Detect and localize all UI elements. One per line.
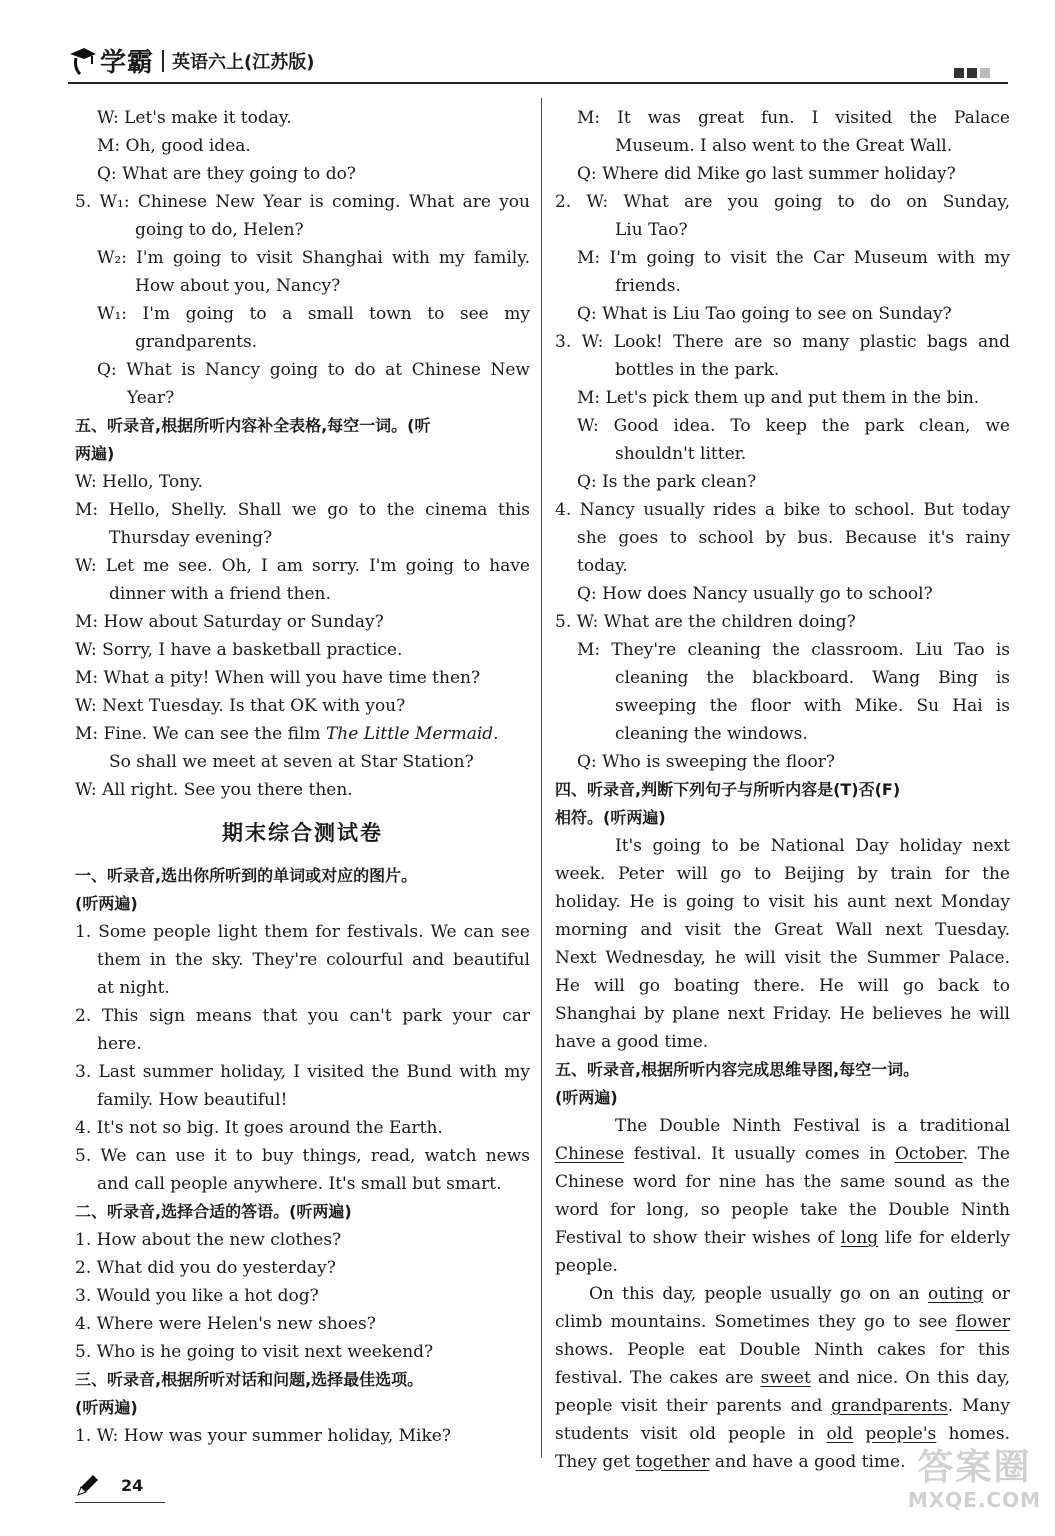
answer-blank: old — [826, 1424, 854, 1444]
text-line: M: It was great fun. I visited the Palace — [577, 108, 1010, 128]
text-line: The Double Ninth Festival is a traditional — [615, 1116, 1010, 1136]
section-heading: (听两遍) — [75, 894, 138, 913]
text-line: He will go boating there. He will go back to — [555, 976, 1010, 996]
text-span: On this day, people usually go on an — [589, 1284, 929, 1304]
text-line: 5. W: What are the children doing? — [555, 612, 856, 632]
answer-blank: people's — [865, 1424, 937, 1444]
text-line — [75, 720, 530, 748]
text-span: people visit their parents and — [555, 1396, 832, 1416]
header-separator — [162, 50, 164, 72]
answer-blank: long — [840, 1228, 879, 1248]
text-line: W: Next Tuesday. Is that OK with you? — [75, 696, 406, 716]
text-line: Q: Where did Mike go last summer holiday? — [577, 164, 956, 184]
text-line: M: How about Saturday or Sunday? — [75, 612, 384, 632]
text-line: people. — [555, 1256, 618, 1276]
text-line: So shall we meet at seven at Star Station? — [109, 752, 474, 772]
text-line: going to do, Helen? — [135, 220, 304, 240]
text-line: bottles in the park. — [615, 360, 780, 380]
text-line: dinner with a friend then. — [109, 584, 331, 604]
section-heading: 二、听录音,选择合适的答语。(听两遍) — [75, 1202, 352, 1221]
text-span: or — [983, 1284, 1010, 1304]
text-line: How about you, Nancy? — [135, 276, 341, 296]
text-line: Q: Who is sweeping the floor? — [577, 752, 835, 772]
page-footer — [75, 1470, 143, 1500]
column-divider — [541, 98, 542, 1458]
text-line: 2. W: What are you going to do on Sunday, — [555, 192, 1010, 212]
text-span: and have a good time. — [709, 1452, 906, 1472]
pencil-icon — [75, 1472, 101, 1498]
section-heading: 一、听录音,选出你所听到的单词或对应的图片。 — [75, 866, 418, 885]
text-line: have a good time. — [555, 1032, 709, 1052]
text-line — [555, 1280, 1010, 1308]
text-line: Q: What is Nancy going to do at Chinese New — [97, 360, 530, 380]
text-span: M: Fine. We can see the film — [75, 724, 326, 744]
text-span: . Many — [947, 1396, 1010, 1416]
text-line: 2. This sign means that you can't park your car — [75, 1006, 530, 1026]
right-column — [555, 104, 1010, 1476]
text-line: Liu Tao? — [615, 220, 688, 240]
text-line: Year? — [127, 388, 175, 408]
text-line: word for long, so people take the Double Ninth — [555, 1200, 1010, 1220]
text-line: cleaning the windows. — [615, 724, 808, 744]
logo — [68, 42, 314, 79]
text-line: them in the sky. They're colourful and beautiful — [97, 950, 530, 970]
text-line: It's going to be National Day holiday next — [615, 836, 1010, 856]
text-line: M: What a pity! When will you have time then? — [75, 668, 481, 688]
answer-blank: flower — [955, 1312, 1010, 1332]
text-line: 4. Where were Helen's new shoes? — [75, 1314, 376, 1334]
exam-title: 期末综合测试卷 — [222, 821, 383, 845]
text-line: 3. W: Look! There are so many plastic bags and — [555, 332, 1010, 352]
text-line: 2. What did you do yesterday? — [75, 1258, 336, 1278]
text-line: W₁: I'm going to a small town to see my — [97, 304, 530, 324]
text-line: shouldn't litter. — [615, 444, 747, 464]
text-span: homes. — [936, 1424, 1010, 1444]
text-span: festival. It usually comes in — [624, 1144, 895, 1164]
text-line: 4. Nancy usually rides a bike to school. But today — [555, 500, 1010, 520]
section-heading: (听两遍) — [555, 1088, 618, 1107]
text-line: M: They're cleaning the classroom. Liu Tao is — [577, 640, 1010, 660]
answer-blank: October — [895, 1144, 963, 1164]
section-heading: 五、听录音,根据所听内容完成思维导图,每空一词。 — [555, 1060, 920, 1079]
text-line — [555, 1224, 1010, 1252]
text-line: W: Sorry, I have a basketball practice. — [75, 640, 403, 660]
text-line: morning and visit the Great Wall next Tuesday. — [555, 920, 1010, 940]
answer-blank: together — [635, 1452, 710, 1472]
text-line: 1. Some people light them for festivals. We can see — [75, 922, 530, 942]
text-line: friends. — [615, 276, 681, 296]
section-heading: 相符。(听两遍) — [555, 808, 666, 827]
text-line: 5. W₁: Chinese New Year is coming. What are you — [75, 192, 530, 212]
text-line: W: Good idea. To keep the park clean, we — [577, 416, 1010, 436]
section-heading: 三、听录音,根据所听对话和问题,选择最佳选项。 — [75, 1370, 424, 1389]
text-line: family. How beautiful! — [97, 1090, 288, 1110]
text-line: 1. W: How was your summer holiday, Mike? — [75, 1426, 451, 1446]
graduation-cap-icon — [68, 44, 98, 78]
text-line: W: Let's make it today. — [97, 108, 292, 128]
text-line: W: Let me see. Oh, I am sorry. I'm going to have — [75, 556, 530, 576]
text-line: M: Hello, Shelly. Shall we go to the cinema this — [75, 500, 530, 520]
text-line — [555, 1308, 1010, 1336]
header-rule — [68, 82, 1008, 84]
text-span: students visit old people in — [555, 1424, 827, 1444]
watermark-url: MXQE.COM — [907, 1488, 1041, 1512]
text-span — [853, 1424, 865, 1444]
text-span: . — [493, 724, 499, 744]
watermark — [908, 1448, 1041, 1512]
text-line: 3. Last summer holiday, I visited the Bund with my — [75, 1062, 530, 1082]
watermark-text: 答案圈 — [917, 1447, 1032, 1488]
text-line: 4. It's not so big. It goes around the Earth. — [75, 1118, 443, 1138]
answer-blank: grandparents — [831, 1396, 948, 1416]
text-line: W: All right. See you there then. — [75, 780, 353, 800]
text-line: at night. — [97, 978, 170, 998]
text-line: M: Let's pick them up and put them in the bin. — [577, 388, 980, 408]
text-line: 3. Would you like a hot dog? — [75, 1286, 319, 1306]
text-line: grandparents. — [135, 332, 258, 352]
text-span: . The — [962, 1144, 1010, 1164]
page-header — [68, 40, 1008, 88]
footer-rule — [75, 1502, 165, 1503]
text-line — [555, 1364, 1010, 1392]
text-line: W: Hello, Tony. — [75, 472, 203, 492]
page-number: 24 — [121, 1475, 144, 1495]
section-heading: (听两遍) — [75, 1398, 138, 1417]
text-line: M: I'm going to visit the Car Museum with my — [577, 248, 1010, 268]
text-line: Q: How does Nancy usually go to school? — [577, 584, 933, 604]
text-span: festival. The cakes are — [555, 1368, 761, 1388]
text-line: Next Wednesday, he will visit the Summer Palace. — [555, 948, 1010, 968]
film-title: The Little Mermaid — [325, 724, 494, 744]
text-line: Museum. I also went to the Great Wall. — [615, 136, 953, 156]
answer-blank: Chinese — [555, 1144, 625, 1164]
text-span: and nice. On this day, — [810, 1368, 1011, 1388]
brand-name: 学霸 — [100, 48, 155, 78]
text-line: holiday. He is going to visit his aunt next Monday — [555, 892, 1010, 912]
text-line: Chinese word for nine has the same sound as the — [555, 1172, 1010, 1192]
section-heading: 两遍) — [75, 444, 115, 463]
text-span: life for elderly — [878, 1228, 1011, 1248]
header-marks — [954, 68, 990, 78]
text-line: 5. Who is he going to visit next weekend? — [75, 1342, 434, 1362]
section-heading: 四、听录音,判断下列句子与所听内容是(T)否(F) — [555, 780, 901, 799]
text-line — [555, 1140, 1010, 1168]
text-line: 5. We can use it to buy things, read, watch news — [75, 1146, 530, 1166]
text-line: Thursday evening? — [109, 528, 273, 548]
left-column — [75, 104, 530, 1450]
text-line: 1. How about the new clothes? — [75, 1230, 342, 1250]
text-line: cleaning the blackboard. Wang Bing is — [615, 668, 1010, 688]
text-line: today. — [577, 556, 628, 576]
text-line — [555, 1420, 1010, 1448]
text-line: M: Oh, good idea. — [97, 136, 251, 156]
text-line: Shanghai by plane next Friday. He believes he will — [555, 1004, 1010, 1024]
text-line: Q: Is the park clean? — [577, 472, 757, 492]
text-line: and call people anywhere. It's small but smart. — [97, 1174, 502, 1194]
text-line: sweeping the floor with Mike. Su Hai is — [615, 696, 1010, 716]
text-span: Festival to show their wishes of — [555, 1228, 841, 1248]
text-span: climb mountains. Sometimes they go to see — [555, 1312, 956, 1332]
section-heading: 五、听录音,根据所听内容补全表格,每空一词。(听 — [75, 416, 431, 435]
text-line: here. — [97, 1034, 142, 1054]
text-line: Q: What is Liu Tao going to see on Sunday? — [577, 304, 952, 324]
text-line — [555, 1392, 1010, 1420]
text-line: Q: What are they going to do? — [97, 164, 356, 184]
text-span: They get — [555, 1452, 636, 1472]
answer-blank: sweet — [760, 1368, 811, 1388]
text-line: W₂: I'm going to visit Shanghai with my family. — [97, 248, 530, 268]
text-line: week. Peter will go to Beijing by train for the — [555, 864, 1010, 884]
text-line: she goes to school by bus. Because it's rainy — [577, 528, 1010, 548]
answer-blank: outing — [928, 1284, 984, 1304]
text-line: shows. People eat Double Ninth cakes for this — [555, 1340, 1010, 1360]
book-subtitle: 英语六上(江苏版) — [172, 51, 315, 73]
